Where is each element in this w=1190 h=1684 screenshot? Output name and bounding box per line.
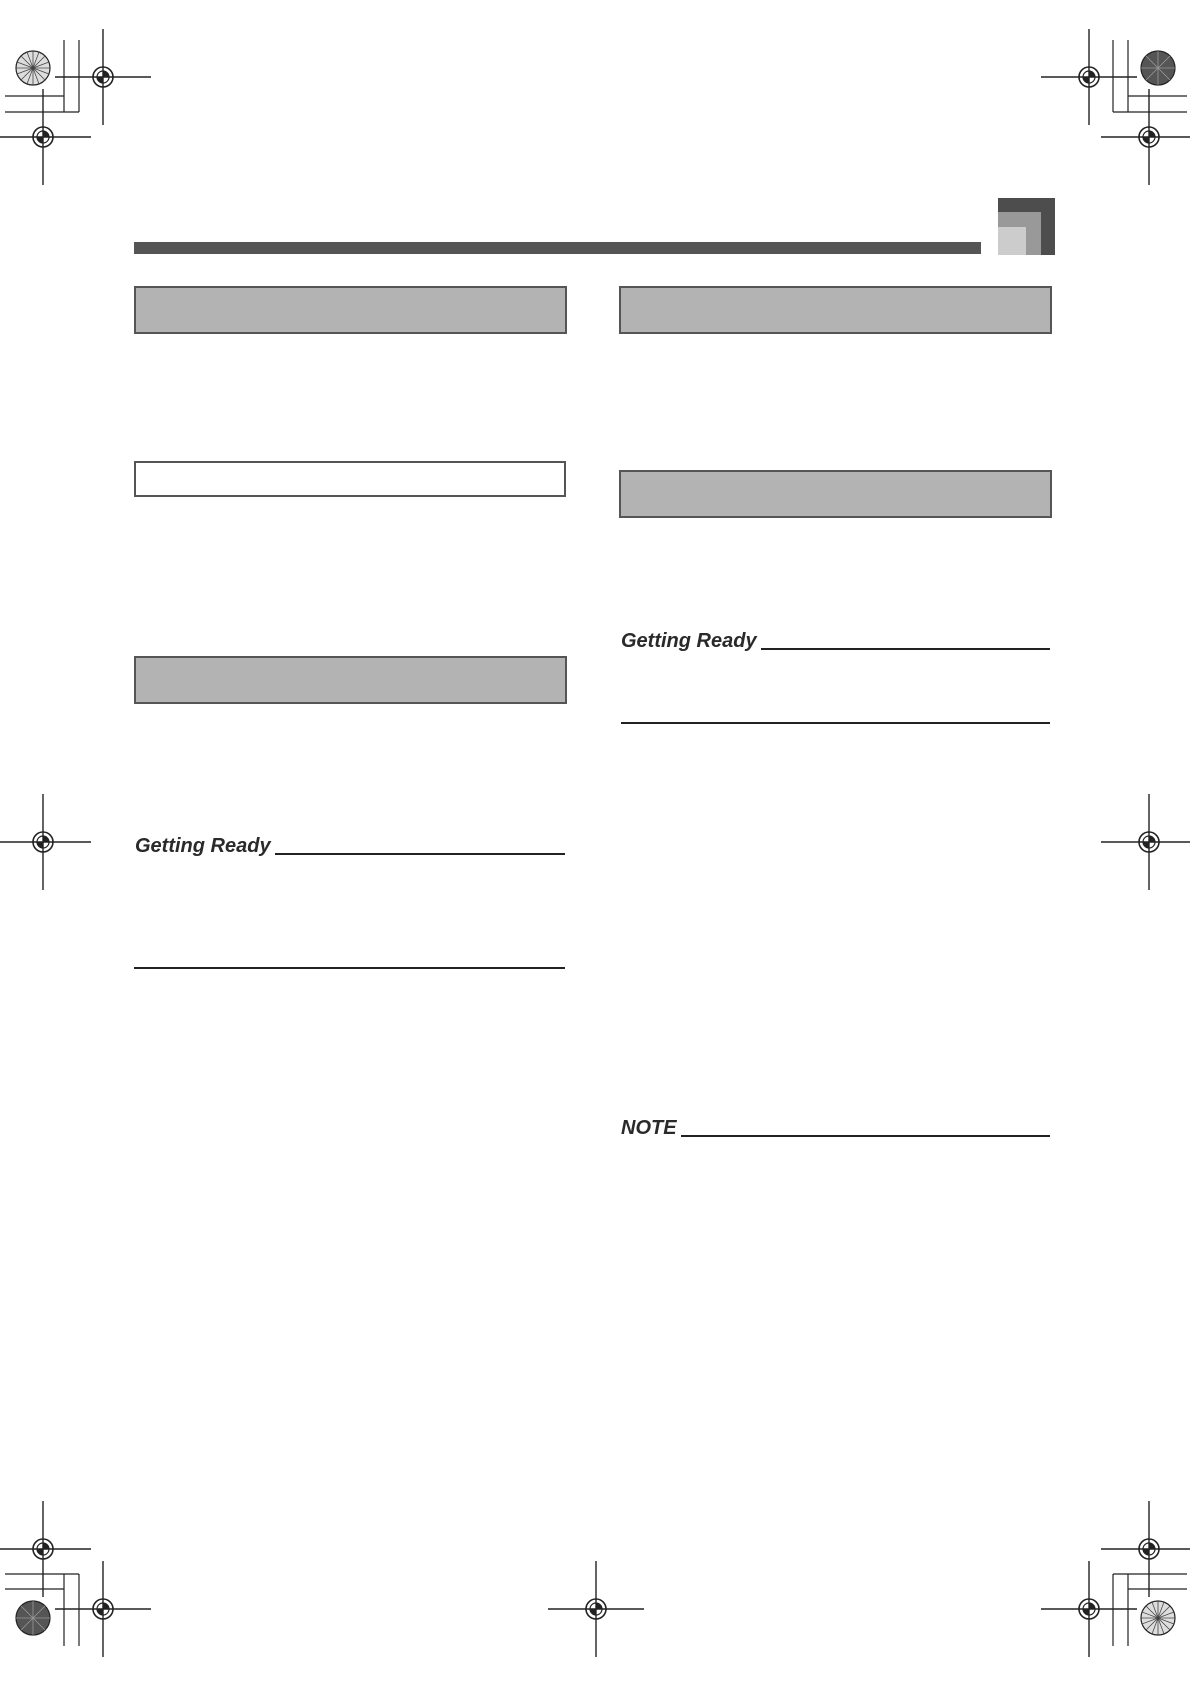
getting-ready-label: Getting Ready bbox=[621, 630, 757, 652]
getting-ready-label: Getting Ready bbox=[135, 835, 271, 857]
note-label: NOTE bbox=[621, 1117, 677, 1139]
